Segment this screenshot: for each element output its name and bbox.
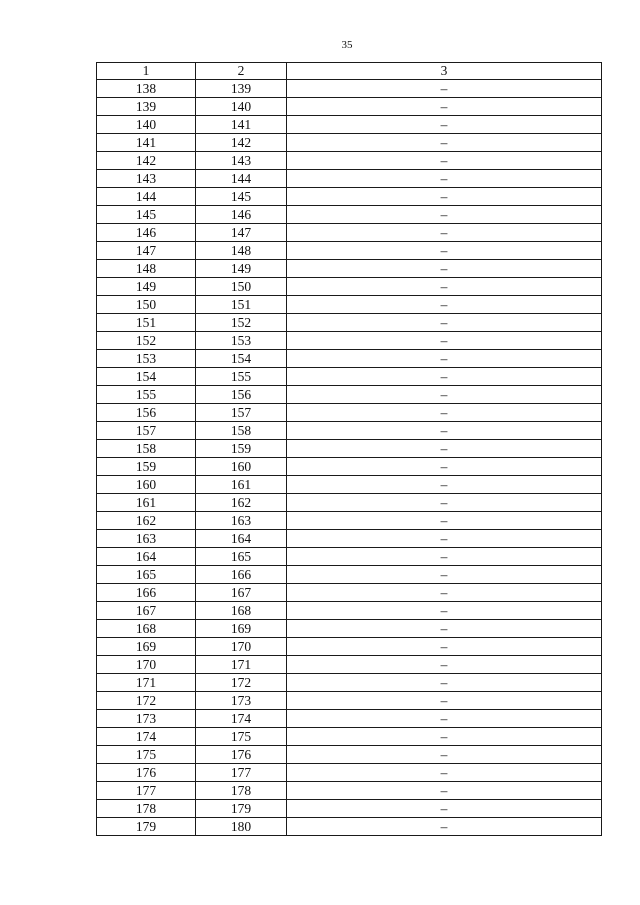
table-row <box>97 368 602 386</box>
data-table <box>96 62 602 836</box>
table-cell-col-1: 155 <box>97 386 196 404</box>
table-cell-col-3: – <box>287 764 602 782</box>
table-cell-col-1: 138 <box>97 80 196 98</box>
table-cell-col-2: 177 <box>196 764 287 782</box>
table-cell-col-2: 171 <box>196 656 287 674</box>
table-cell-col-3: – <box>287 368 602 386</box>
table-cell-col-2: 165 <box>196 548 287 566</box>
table-row <box>97 800 602 818</box>
table-row <box>97 116 602 134</box>
table-cell-col-3: – <box>287 710 602 728</box>
table-cell-col-1: 140 <box>97 116 196 134</box>
table-cell-col-1: 151 <box>97 314 196 332</box>
table-cell-col-1: 163 <box>97 530 196 548</box>
table-cell-col-3: – <box>287 296 602 314</box>
table-cell-col-3: – <box>287 674 602 692</box>
table-cell-col-3: – <box>287 116 602 134</box>
table-cell-col-2: 141 <box>196 116 287 134</box>
table-cell-col-2: 139 <box>196 80 287 98</box>
table-cell-col-1: 177 <box>97 782 196 800</box>
table-cell-col-3: – <box>287 206 602 224</box>
table-row <box>97 170 602 188</box>
table-cell-col-2: 166 <box>196 566 287 584</box>
table-cell-col-1: 158 <box>97 440 196 458</box>
table-cell-col-3: – <box>287 422 602 440</box>
page-number: 35 <box>341 39 353 51</box>
column-header-1: 1 <box>97 63 196 80</box>
table-row <box>97 422 602 440</box>
table-cell-col-2: 149 <box>196 260 287 278</box>
table-row <box>97 656 602 674</box>
table-row <box>97 188 602 206</box>
table-cell-col-3: – <box>287 332 602 350</box>
table-cell-col-2: 152 <box>196 314 287 332</box>
table-row <box>97 620 602 638</box>
table-cell-col-2: 144 <box>196 170 287 188</box>
table-cell-col-3: – <box>287 152 602 170</box>
table-cell-col-2: 169 <box>196 620 287 638</box>
table-cell-col-1: 173 <box>97 710 196 728</box>
table-cell-col-2: 142 <box>196 134 287 152</box>
table-row <box>97 134 602 152</box>
table-row <box>97 818 602 836</box>
table-cell-col-3: – <box>287 350 602 368</box>
table-cell-col-3: – <box>287 620 602 638</box>
table-cell-col-3: – <box>287 692 602 710</box>
table-cell-col-1: 167 <box>97 602 196 620</box>
table-cell-col-3: – <box>287 386 602 404</box>
table-row <box>97 278 602 296</box>
table-row <box>97 404 602 422</box>
table-cell-col-3: – <box>287 656 602 674</box>
table-cell-col-1: 160 <box>97 476 196 494</box>
table-cell-col-2: 175 <box>196 728 287 746</box>
table-row <box>97 782 602 800</box>
table-cell-col-1: 139 <box>97 98 196 116</box>
table-row <box>97 350 602 368</box>
table-cell-col-1: 144 <box>97 188 196 206</box>
table-cell-col-3: – <box>287 242 602 260</box>
table-cell-col-3: – <box>287 278 602 296</box>
table-cell-col-1: 169 <box>97 638 196 656</box>
table-row <box>97 440 602 458</box>
table-cell-col-3: – <box>287 476 602 494</box>
table-cell-col-1: 142 <box>97 152 196 170</box>
table-cell-col-2: 174 <box>196 710 287 728</box>
table-cell-col-2: 160 <box>196 458 287 476</box>
table-cell-col-1: 170 <box>97 656 196 674</box>
table-cell-col-1: 178 <box>97 800 196 818</box>
table-cell-col-1: 164 <box>97 548 196 566</box>
table-cell-col-1: 157 <box>97 422 196 440</box>
table-cell-col-1: 162 <box>97 512 196 530</box>
table-cell-col-2: 147 <box>196 224 287 242</box>
table-row <box>97 332 602 350</box>
column-header-3: 3 <box>287 63 602 80</box>
table-cell-col-2: 150 <box>196 278 287 296</box>
table-cell-col-1: 146 <box>97 224 196 242</box>
table-cell-col-3: – <box>287 134 602 152</box>
table-cell-col-2: 163 <box>196 512 287 530</box>
table-cell-col-2: 146 <box>196 206 287 224</box>
table-cell-col-3: – <box>287 800 602 818</box>
table-cell-col-3: – <box>287 80 602 98</box>
table-cell-col-2: 153 <box>196 332 287 350</box>
table-row <box>97 80 602 98</box>
table-cell-col-2: 154 <box>196 350 287 368</box>
table-cell-col-2: 148 <box>196 242 287 260</box>
table-row <box>97 386 602 404</box>
table-cell-col-1: 161 <box>97 494 196 512</box>
table-cell-col-3: – <box>287 746 602 764</box>
table-cell-col-2: 167 <box>196 584 287 602</box>
table-row <box>97 512 602 530</box>
table-row <box>97 296 602 314</box>
table-cell-col-3: – <box>287 602 602 620</box>
table-cell-col-1: 159 <box>97 458 196 476</box>
table-cell-col-3: – <box>287 440 602 458</box>
table-cell-col-1: 179 <box>97 818 196 836</box>
table-cell-col-2: 180 <box>196 818 287 836</box>
table-cell-col-1: 148 <box>97 260 196 278</box>
table-cell-col-1: 147 <box>97 242 196 260</box>
table-row <box>97 224 602 242</box>
table-cell-col-2: 178 <box>196 782 287 800</box>
table-row <box>97 728 602 746</box>
table-cell-col-1: 145 <box>97 206 196 224</box>
table-cell-col-1: 149 <box>97 278 196 296</box>
table-row <box>97 566 602 584</box>
table-cell-col-1: 166 <box>97 584 196 602</box>
table-row <box>97 692 602 710</box>
table-cell-col-3: – <box>287 260 602 278</box>
table-cell-col-1: 154 <box>97 368 196 386</box>
table-body <box>97 63 602 836</box>
table-row <box>97 98 602 116</box>
table-cell-col-3: – <box>287 548 602 566</box>
table-row <box>97 242 602 260</box>
table-row <box>97 638 602 656</box>
table-row <box>97 494 602 512</box>
table-row <box>97 206 602 224</box>
table-cell-col-3: – <box>287 530 602 548</box>
table-cell-col-3: – <box>287 494 602 512</box>
table-cell-col-3: – <box>287 512 602 530</box>
table-cell-col-3: – <box>287 818 602 836</box>
table-row <box>97 476 602 494</box>
column-header-2: 2 <box>196 63 287 80</box>
table-row <box>97 314 602 332</box>
table-row <box>97 548 602 566</box>
table-cell-col-3: – <box>287 188 602 206</box>
table-cell-col-3: – <box>287 98 602 116</box>
table-cell-col-2: 168 <box>196 602 287 620</box>
table-cell-col-1: 165 <box>97 566 196 584</box>
table-row <box>97 152 602 170</box>
table-cell-col-1: 153 <box>97 350 196 368</box>
table-cell-col-1: 174 <box>97 728 196 746</box>
table-cell-col-1: 172 <box>97 692 196 710</box>
table-cell-col-1: 143 <box>97 170 196 188</box>
table-cell-col-3: – <box>287 170 602 188</box>
table-row <box>97 458 602 476</box>
table-cell-col-1: 156 <box>97 404 196 422</box>
table-cell-col-3: – <box>287 728 602 746</box>
table-cell-col-3: – <box>287 566 602 584</box>
table-cell-col-2: 161 <box>196 476 287 494</box>
table-cell-col-1: 175 <box>97 746 196 764</box>
table-cell-col-2: 179 <box>196 800 287 818</box>
table-cell-col-3: – <box>287 584 602 602</box>
table-row <box>97 746 602 764</box>
table-cell-col-2: 159 <box>196 440 287 458</box>
table-cell-col-3: – <box>287 782 602 800</box>
table-cell-col-2: 176 <box>196 746 287 764</box>
table-header-row <box>97 63 602 80</box>
table-row <box>97 602 602 620</box>
table-cell-col-2: 164 <box>196 530 287 548</box>
table-row <box>97 584 602 602</box>
table-cell-col-3: – <box>287 404 602 422</box>
table-cell-col-2: 162 <box>196 494 287 512</box>
table-cell-col-1: 152 <box>97 332 196 350</box>
table-cell-col-3: – <box>287 314 602 332</box>
table-cell-col-1: 168 <box>97 620 196 638</box>
table-cell-col-2: 170 <box>196 638 287 656</box>
table-cell-col-1: 176 <box>97 764 196 782</box>
table-cell-col-2: 155 <box>196 368 287 386</box>
table-cell-col-2: 143 <box>196 152 287 170</box>
table-cell-col-2: 151 <box>196 296 287 314</box>
table-cell-col-2: 173 <box>196 692 287 710</box>
table-row <box>97 764 602 782</box>
table-cell-col-1: 171 <box>97 674 196 692</box>
table-cell-col-1: 150 <box>97 296 196 314</box>
table-cell-col-3: – <box>287 638 602 656</box>
table-cell-col-2: 145 <box>196 188 287 206</box>
table-row <box>97 674 602 692</box>
table-cell-col-3: – <box>287 224 602 242</box>
table-cell-col-2: 172 <box>196 674 287 692</box>
table-cell-col-2: 158 <box>196 422 287 440</box>
table-cell-col-2: 157 <box>196 404 287 422</box>
table-row <box>97 530 602 548</box>
table-cell-col-2: 156 <box>196 386 287 404</box>
table-row <box>97 260 602 278</box>
table-cell-col-2: 140 <box>196 98 287 116</box>
table-cell-col-1: 141 <box>97 134 196 152</box>
table-row <box>97 710 602 728</box>
table-cell-col-3: – <box>287 458 602 476</box>
